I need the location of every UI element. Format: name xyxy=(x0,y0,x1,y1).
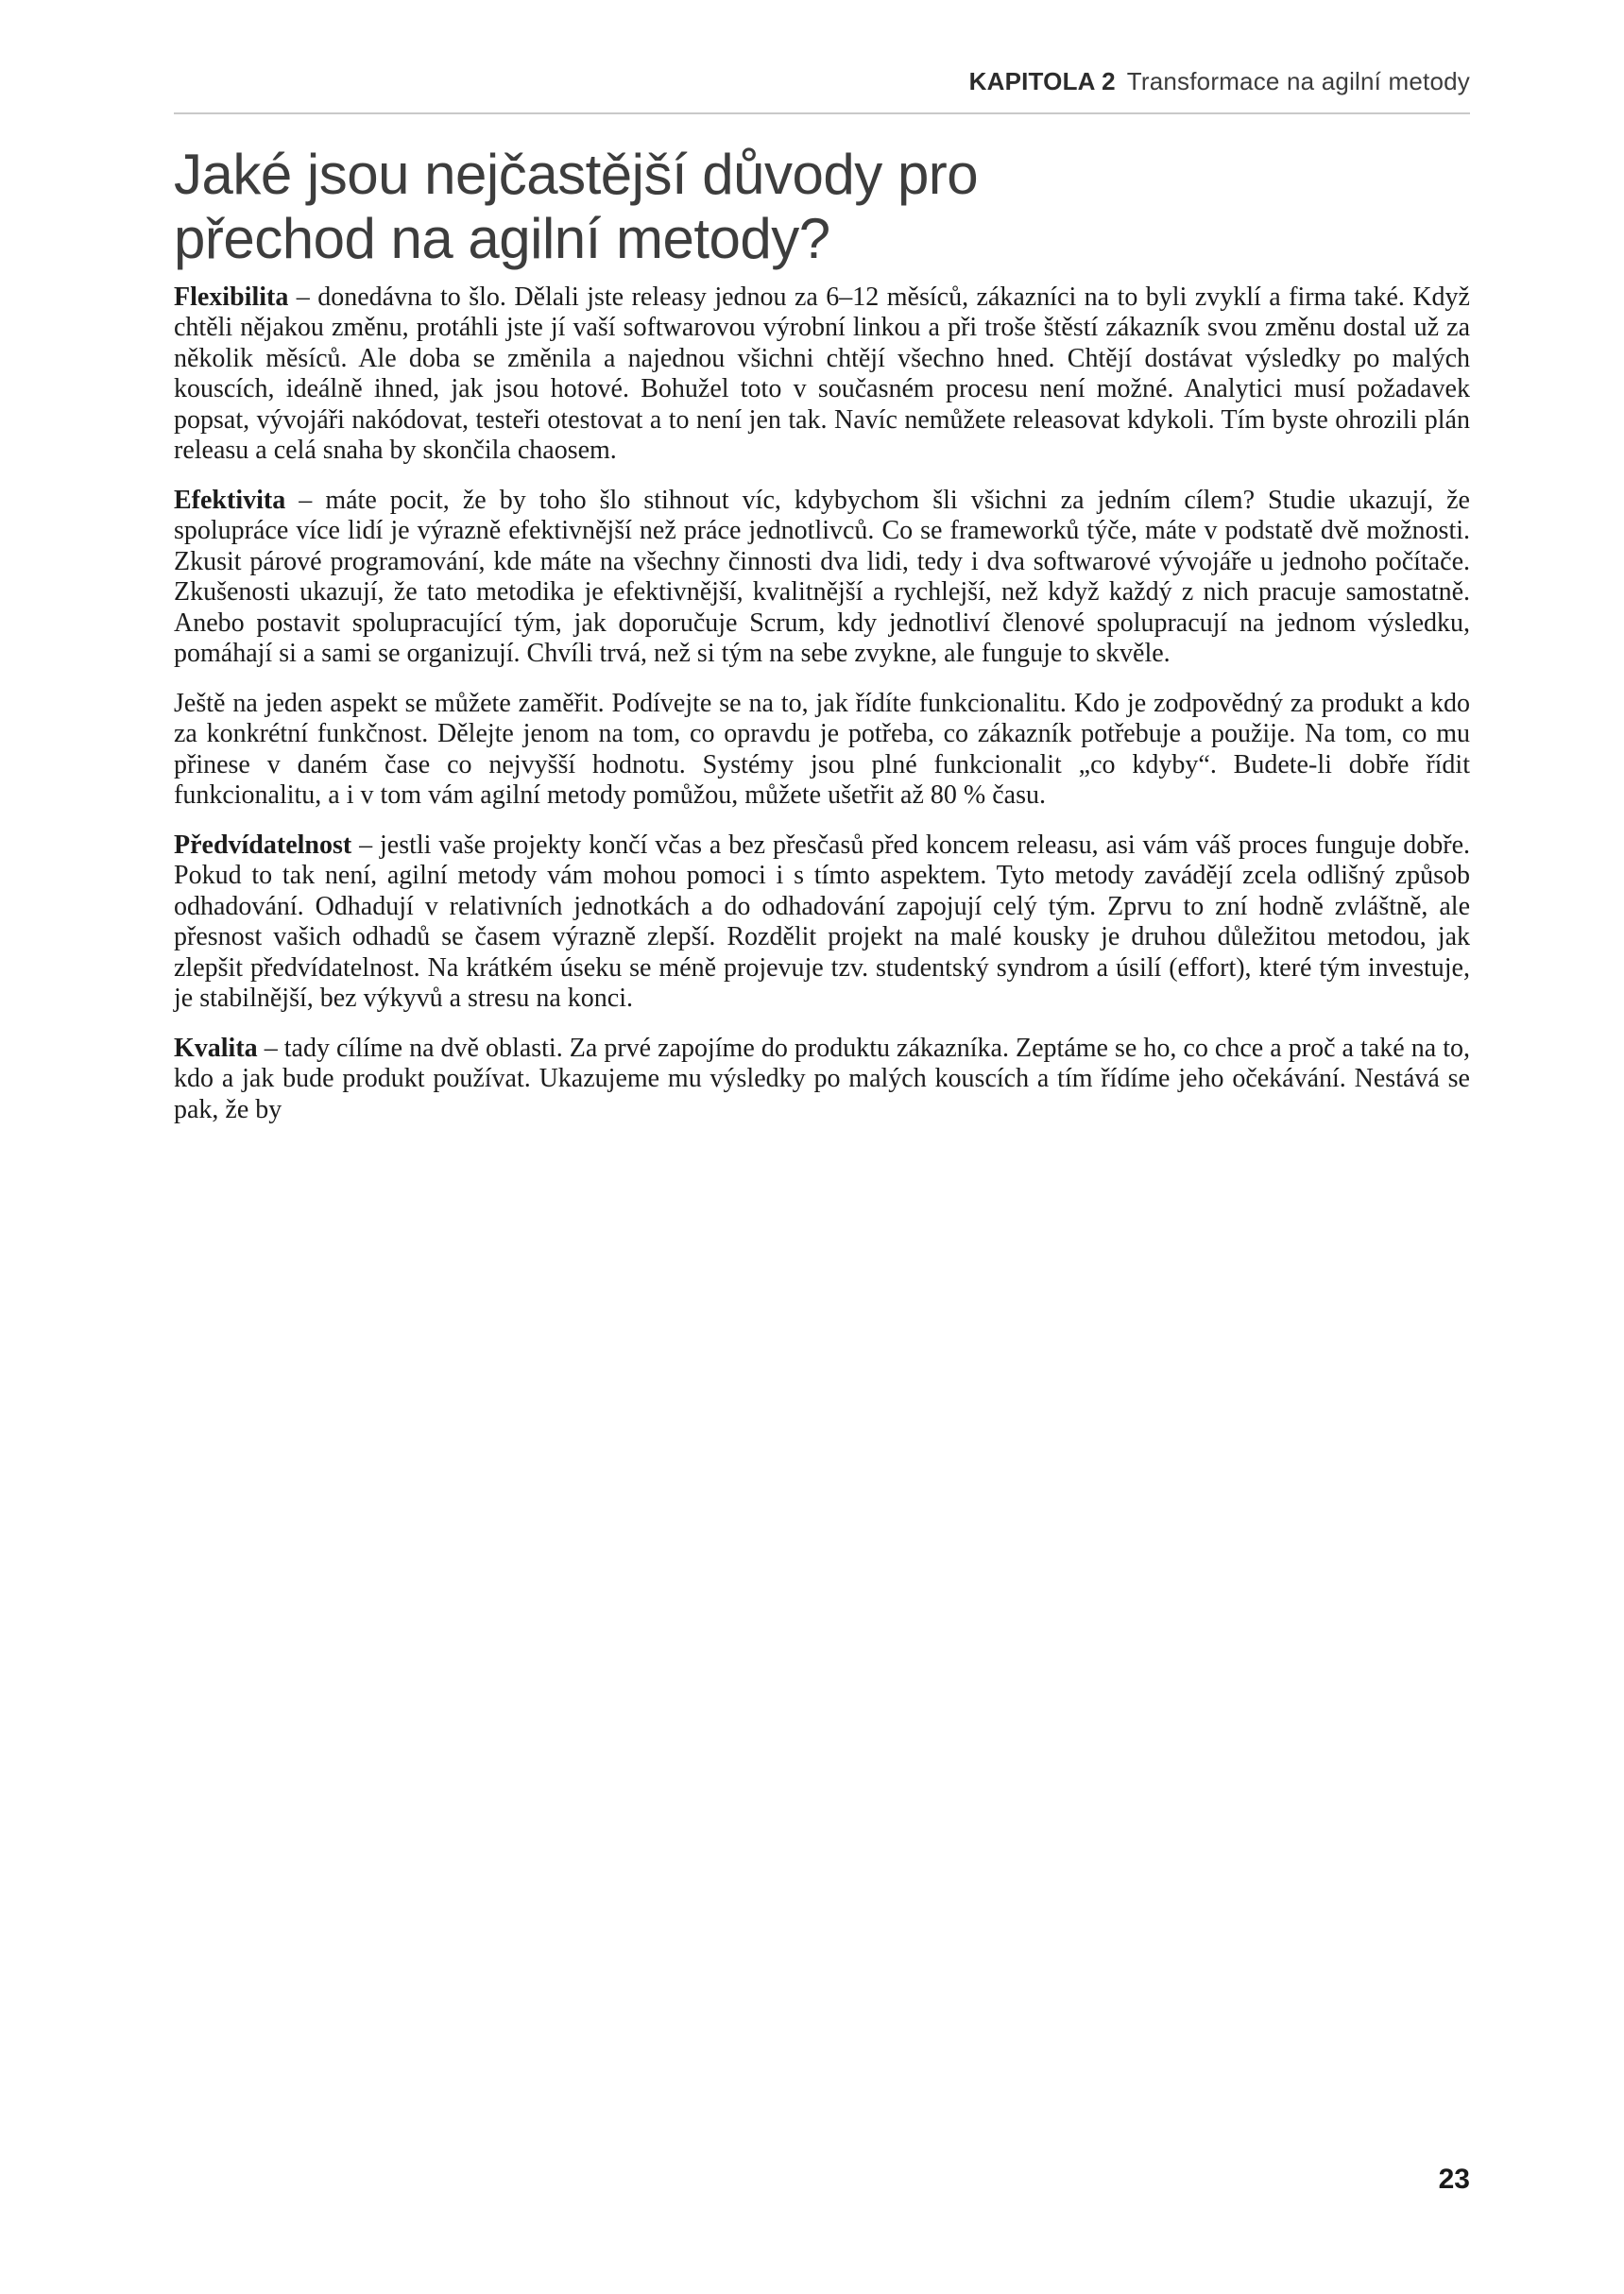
chapter-title: Transformace na agilní metody xyxy=(1126,67,1470,95)
paragraph-predvidatelnost xyxy=(174,830,1470,1015)
paragraph-efektivita xyxy=(174,486,1470,670)
paragraph-text: – tady cílíme na dvě oblasti. Za prvé zapojíme do produktu zákazníka. Zeptáme se ho, co chce a proč a také na to, kdo a jak bude produkt používat. Ukazujeme mu výsledky po malých kouscích a tím řídíme jeho očekávání. Nestává se pak, že by xyxy=(174,1033,1470,1124)
page-content xyxy=(174,0,1470,1144)
page-title-line-1: Jaké jsou nejčastější důvody pro xyxy=(174,142,979,206)
paragraph-text: – jestli vaše projekty končí včas a bez přesčasů před koncem releasu, asi vám váš proces funguje dobře. Pokud to tak není, agilní metody vám mohou pomoci i s tímto aspektem. Tyto metody zavádějí zcela odlišný způsob odhadování. Odhadují v relativních jednotkách a do odhadování zapojují celý tým. Zprvu to zní hodně zvláštně, ale přesnost vašich odhadů se časem výrazně zlepší. Rozdělit projekt na malé kousky je druhou důležitou metodou, jak zlepšit předvídatelnost. Na krátkém úseku se méně projevuje tzv. studentský syndrom a úsilí (effort), které tým investuje, je stabilnější, bez výkyvů a stresu na konci. xyxy=(174,830,1470,1014)
paragraph-text: – donedávna to šlo. Dělali jste releasy jednou za 6–12 měsíců, zákazníci na to byli zvyklí a firma také. Když chtěli nějakou změnu, protáhli jste jí vaší softwarovou výrobní linkou a při troše štěstí zákazník svou změnu dostal už za několik měsíců. Ale doba se změnila a najednou všichni chtějí všechno hned. Chtějí dostávat výsledky po malých kouscích, ideálně ihned, jak jsou hotové. Bohužel toto v současném procesu není možné. Analytici musí požadavek popsat, vývojáři nakódovat, testeři otestovat a to není jen tak. Navíc nemůžete releasovat kdykoli. Tím byste ohrozili plán releasu a celá snaha by skončila chaosem. xyxy=(174,282,1470,466)
paragraph-text: Ještě na jeden aspekt se můžete zaměřit. Podívejte se na to, jak řídíte funkcionalitu. Kdo je zodpovědný za produkt a kdo za konkrétní funkčnost. Dělejte jenom na tom, co opravdu je potřeba, co zákazník potřebuje a použije. Na tom, co mu přinese v daném čase co nejvyšší hodnotu. Systémy jsou plné funkcionalit „co kdyby“. Budete-li dobře řídit funkcionalitu, a i v tom vám agilní metody pomůžou, můžete ušetřit až 80 % času. xyxy=(174,688,1470,811)
body-text xyxy=(174,282,1470,1126)
chapter-label: KAPITOLA 2 xyxy=(968,67,1116,95)
paragraph-text: – máte pocit, že by toho šlo stihnout víc, kdybychom šli všichni za jedním cílem? Studie ukazují, že spolupráce více lidí je výrazně efektivnější než práce jednotlivců. Co se frameworků týče, máte v podstatě dvě možnosti. Zkusit párové programování, kde máte na všechny činnosti dva lidi, tedy i dva softwarové vývojáře u jednoho počítače. Zkušenosti ukazují, že tato metodika je efektivnější, kvalitnější a rychlejší, než když každý z nich pracuje samostatně. Anebo postavit spolupracující tým, jak doporučuje Scrum, kdy jednotliví členové spolupracují na jednom výsledku, pomáhají si a sami se organizují. Chvíli trvá, než si tým na sebe zvykne, ale funguje to skvěle. xyxy=(174,485,1470,669)
paragraph-kvalita xyxy=(174,1034,1470,1126)
page-number: 23 xyxy=(1438,2164,1470,2195)
page-title-line-2: přechod na agilní metody? xyxy=(174,206,830,270)
page-title xyxy=(174,143,1470,271)
header-rule xyxy=(174,112,1470,114)
paragraph-lead: Kvalita xyxy=(174,1033,258,1063)
paragraph-lead: Flexibilita xyxy=(174,282,289,312)
paragraph-lead: Efektivita xyxy=(174,485,286,515)
paragraph-flexibilita xyxy=(174,282,1470,467)
paragraph-funkcionalita xyxy=(174,689,1470,812)
running-header xyxy=(174,0,1470,95)
paragraph-lead: Předvídatelnost xyxy=(174,830,352,860)
